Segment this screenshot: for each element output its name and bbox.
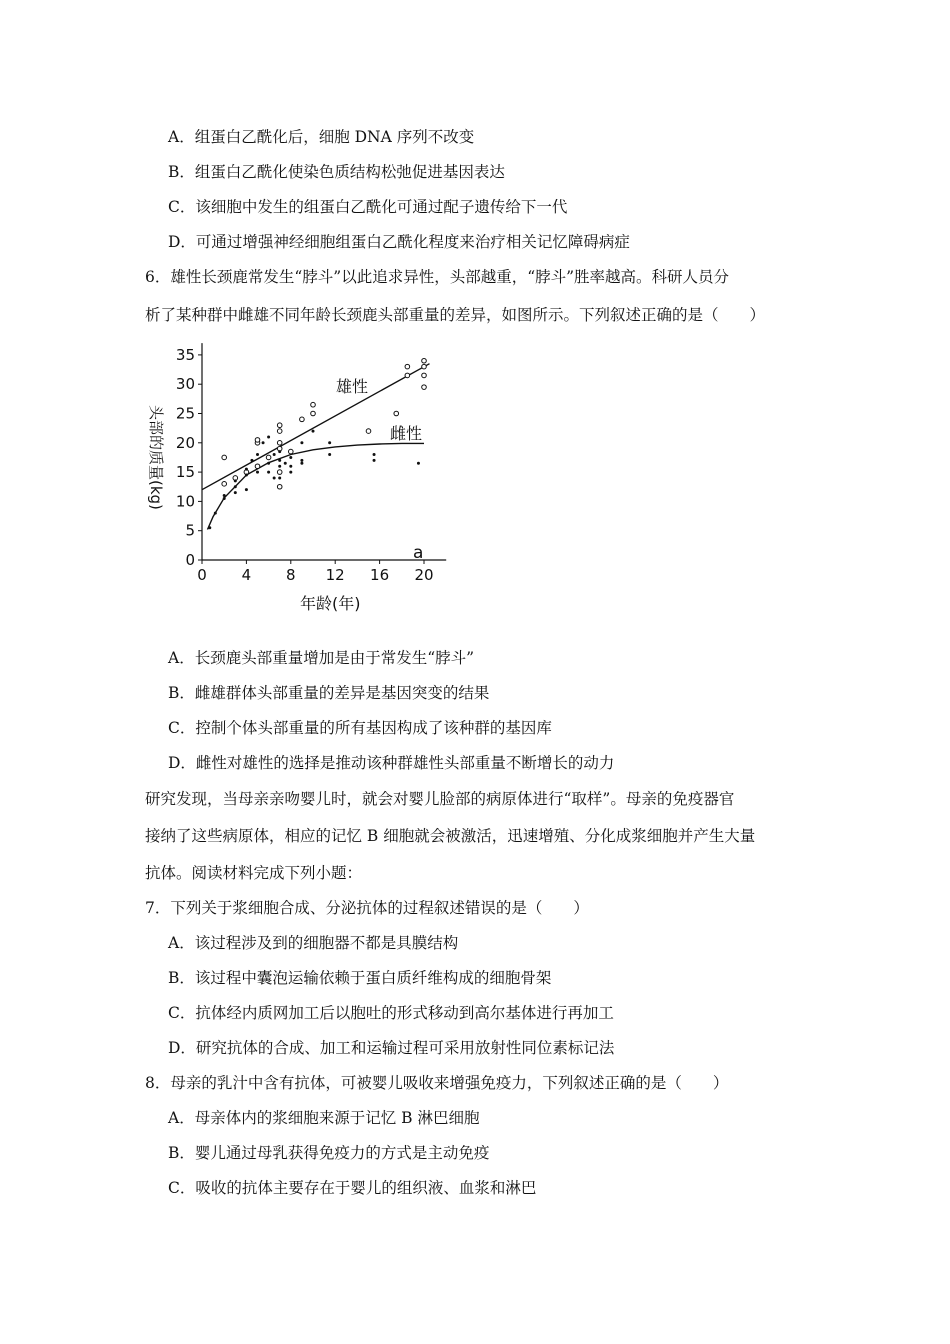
- female-data-point: [278, 450, 281, 453]
- chart-ticks: [176, 346, 434, 584]
- q5-option-b: B．组蛋白乙酰化使染色质结构松弛促进基因表达: [168, 163, 505, 181]
- male-data-point: [422, 364, 427, 369]
- male-data-point: [255, 464, 260, 469]
- female-data-point: [234, 485, 237, 488]
- female-data-point: [256, 453, 259, 456]
- female-data-point: [267, 471, 270, 474]
- female-data-point: [273, 476, 276, 479]
- female-data-point: [289, 456, 292, 459]
- female-data-point: [256, 471, 259, 474]
- x-tick-label: 0: [197, 566, 207, 584]
- legend-female-label: 雌性: [390, 424, 423, 443]
- female-data-point: [289, 471, 292, 474]
- male-data-point: [405, 373, 410, 378]
- male-data-point: [311, 402, 316, 407]
- female-data-point: [245, 474, 248, 477]
- x-tick-label: 8: [286, 566, 296, 584]
- male-data-point: [311, 411, 316, 416]
- male-data-point: [277, 423, 282, 428]
- q8-option-b: B．婴儿通过母乳获得免疫力的方式是主动免疫: [168, 1144, 490, 1162]
- female-data-point: [208, 526, 211, 529]
- female-data-point: [417, 462, 420, 465]
- male-data-point: [266, 455, 271, 460]
- x-tick-label: 20: [414, 566, 434, 584]
- q6-stem-line1: 6．雄性长颈鹿常发生“脖斗”以此追求异性，头部越重，“脖斗”胜率越高。科研人员分: [145, 268, 730, 286]
- q6-stem-line2: 析了某种群中雌雄不同年龄长颈鹿头部重量的差异，如图所示。下列叙述正确的是（ ）: [145, 306, 766, 324]
- male-data-point: [422, 373, 427, 378]
- female-data-point: [278, 459, 281, 462]
- female-data-point: [328, 441, 331, 444]
- female-data-point: [278, 476, 281, 479]
- female-data-point: [250, 459, 253, 462]
- x-tick-label: 16: [370, 566, 390, 584]
- q7-option-b: B．该过程中囊泡运输依赖于蛋白质纤维构成的细胞骨架: [168, 969, 552, 987]
- panel-label: a: [413, 543, 424, 563]
- y-tick-label: 15: [175, 463, 195, 482]
- female-data-point: [300, 462, 303, 465]
- passage-line2: 接纳了这些病原体，相应的记忆 B 细胞就会被激活，迅速增殖、分化成浆细胞并产生大量: [145, 827, 756, 845]
- y-tick-label: 25: [175, 404, 195, 423]
- male-data-point: [277, 484, 282, 489]
- legend-male-label: 雄性: [336, 377, 369, 396]
- y-tick-label: 0: [185, 551, 195, 569]
- q8-option-c: C．吸收的抗体主要存在于婴儿的组织液、血浆和淋巴: [168, 1179, 537, 1197]
- male-data-point: [222, 482, 227, 487]
- female-data-point: [328, 453, 331, 456]
- male-data-point: [422, 358, 427, 363]
- y-tick-label: 10: [175, 492, 195, 511]
- x-axis-label: 年龄(年): [300, 594, 361, 613]
- female-data-point: [262, 441, 265, 444]
- female-data-point: [214, 512, 217, 515]
- female-data-point: [234, 491, 237, 494]
- chart-trend-lines: [202, 364, 430, 530]
- q6-option-d: D．雌性对雄性的选择是推动该种群雄性头部重量不断增长的动力: [168, 754, 615, 772]
- q7-option-c: C．抗体经内质网加工后以胞吐的形式移动到高尔基体进行再加工: [168, 1004, 614, 1022]
- female-data-point: [234, 479, 237, 482]
- q8-option-a: A．母亲体内的浆细胞来源于记忆 B 淋巴细胞: [168, 1109, 480, 1127]
- q6-option-a: A．长颈鹿头部重量增加是由于常发生“脖斗”: [168, 649, 475, 667]
- female-data-point: [273, 453, 276, 456]
- q6-option-b: B．雌雄群体头部重量的差异是基因突变的结果: [168, 684, 490, 702]
- x-tick-label: 4: [241, 566, 252, 584]
- female-data-point: [300, 459, 303, 462]
- q5-option-c: C．该细胞中发生的组蛋白乙酰化可通过配子遗传给下一代: [168, 198, 568, 216]
- y-tick-label: 20: [175, 433, 195, 452]
- male-data-point: [394, 411, 399, 416]
- head-weight-chart: [140, 335, 470, 620]
- x-tick-label: 12: [325, 566, 345, 584]
- q6-option-c: C．控制个体头部重量的所有基因构成了该种群的基因库: [168, 719, 552, 737]
- male-data-point: [277, 429, 282, 434]
- q7-option-a: A．该过程涉及到的细胞器不都是具膜结构: [168, 934, 459, 952]
- y-tick-label: 35: [175, 345, 195, 364]
- female-data-point: [245, 488, 248, 491]
- female-data-point: [278, 465, 281, 468]
- male-data-point: [277, 441, 282, 446]
- q8-stem: 8．母亲的乳汁中含有抗体，可被婴儿吸收来增强免疫力，下列叙述正确的是（ ）: [145, 1074, 729, 1092]
- female-data-point: [300, 441, 303, 444]
- q7-stem: 7．下列关于浆细胞合成、分泌抗体的过程叙述错误的是（ ）: [145, 899, 589, 917]
- female-data-point: [373, 459, 376, 462]
- male-data-point: [255, 438, 260, 443]
- male-data-point: [300, 417, 305, 422]
- female-data-point: [267, 435, 270, 438]
- male-data-point: [405, 364, 410, 369]
- female-data-point: [223, 497, 226, 500]
- female-trend-line: [208, 443, 425, 529]
- y-axis-label: 头部的质量(kg): [147, 405, 165, 510]
- y-tick-label: 5: [185, 521, 195, 540]
- female-data-point: [223, 494, 226, 497]
- passage-line3: 抗体。阅读材料完成下列小题：: [145, 864, 363, 882]
- female-data-point: [373, 453, 376, 456]
- female-data-point: [284, 462, 287, 465]
- male-data-point: [366, 429, 371, 434]
- female-data-point: [289, 465, 292, 468]
- male-data-point: [222, 455, 227, 460]
- y-tick-label: 30: [175, 375, 195, 394]
- passage-line1: 研究发现，当母亲亲吻婴儿时，就会对婴儿脸部的病原体进行“取样”。母亲的免疫器官: [145, 790, 735, 808]
- female-data-point: [245, 468, 248, 471]
- female-data-point: [267, 462, 270, 465]
- male-data-point: [277, 470, 282, 475]
- female-data-point: [312, 430, 315, 433]
- q5-option-a: A．组蛋白乙酰化后，细胞 DNA 序列不改变: [168, 128, 475, 146]
- male-data-point: [422, 385, 427, 390]
- q5-option-d: D．可通过增强神经细胞组蛋白乙酰化程度来治疗相关记忆障碍病症: [168, 233, 630, 251]
- male-data-point: [289, 449, 294, 454]
- q7-option-d: D．研究抗体的合成、加工和运输过程可采用放射性同位素标记法: [168, 1039, 615, 1057]
